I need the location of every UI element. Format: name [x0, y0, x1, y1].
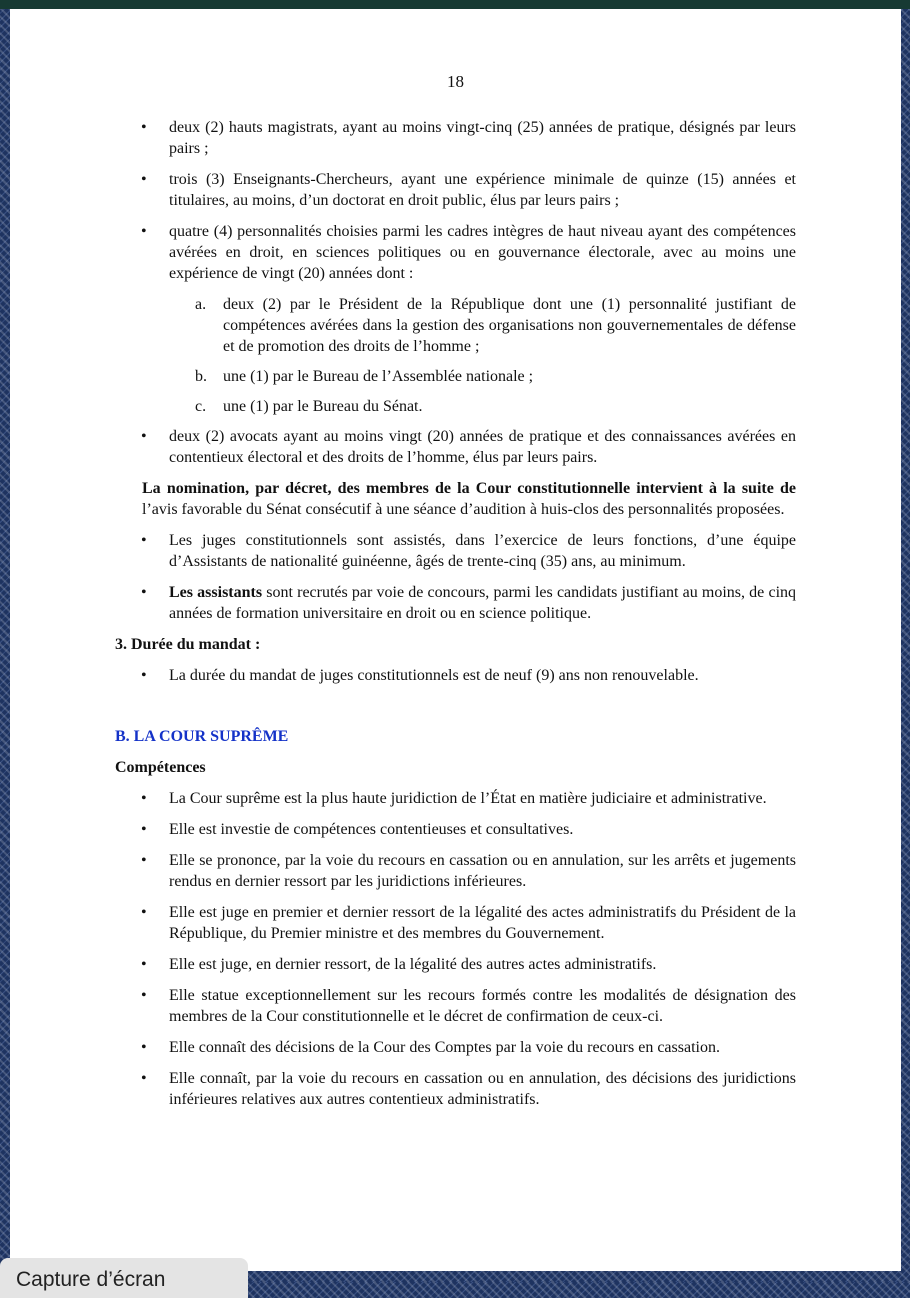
list-item-text: La durée du mandat de juges constitutionnels est de neuf (9) ans non renouvelable. [169, 667, 699, 684]
list-item [115, 426, 796, 468]
list-item-text: Elle est juge, en dernier ressort, de la légalité des autres actes administratifs. [169, 956, 657, 973]
bullet-icon: • [141, 171, 147, 188]
list-item [115, 1068, 796, 1110]
bullet-icon: • [141, 119, 147, 136]
list-item [115, 819, 796, 840]
list-item [115, 582, 796, 624]
document-page [10, 9, 901, 1271]
window-top-bar [0, 0, 910, 9]
assistants-bold-text: Les assistants [169, 584, 263, 601]
list-item-text: Elle connaît, par la voie du recours en cassation ou en annulation, des décisions des juridictions inférieures relatives aux autres contentieux administratifs. [169, 1070, 796, 1108]
list-item-text: Les juges constitutionnels sont assistés, dans l’exercice de leurs fonctions, d’une équipe d’Assistants de nationalité guinéenne, âgés de trente-cinq (35) ans, au minimum. [169, 532, 796, 570]
sub-list-text: une (1) par le Bureau de l’Assemblée nationale ; [223, 368, 534, 385]
sub-list-item [115, 396, 796, 417]
bullet-icon: • [141, 667, 147, 684]
bullet-icon: • [141, 904, 147, 921]
page-number: 18 [447, 72, 464, 91]
nomination-bold-text: La nomination, par décret, des membres de la Cour constitutionnelle intervient à la suite de [142, 480, 796, 497]
list-item-text: Elle est juge en premier et dernier ressort de la légalité des actes administratifs du Président de la République, du Premier ministre et des membres du Gouvernement. [169, 904, 796, 942]
list-item-text: Elle statue exceptionnellement sur les recours formés contre les modalités de désignation des membres de la Cour constitutionnelle et le décret de confirmation de ceux-ci. [169, 987, 796, 1025]
list-item-text: Elle se prononce, par la voie du recours en cassation ou en annulation, sur les arrêts et jugements rendus en dernier ressort par les juridictions inférieures. [169, 852, 796, 890]
list-item-text: Elle connaît des décisions de la Cour des Comptes par la voie du recours en cassation. [169, 1039, 720, 1056]
mandat-heading: 3. Durée du mandat : [115, 636, 261, 653]
sub-list-text: une (1) par le Bureau du Sénat. [223, 398, 423, 415]
section-title: B. LA COUR SUPRÊME [115, 728, 289, 745]
bullet-icon: • [141, 532, 147, 549]
bullet-icon: • [141, 1070, 147, 1087]
list-item [115, 985, 796, 1027]
bullet-icon: • [141, 956, 147, 973]
nomination-paragraph [115, 478, 796, 520]
list-item [115, 902, 796, 944]
assistants-text: sont recrutés par voie de concours, parmi les candidats justifiant au moins, de cinq années de formation universitaire en droit ou en science politique. [169, 584, 797, 622]
list-item-text: La Cour suprême est la plus haute juridiction de l’État en matière judiciaire et administrative. [169, 790, 767, 807]
sub-list-marker: c. [195, 398, 207, 415]
bullet-icon: • [141, 852, 147, 869]
list-item [115, 221, 796, 284]
list-item [115, 954, 796, 975]
bullet-icon: • [141, 1039, 147, 1056]
sub-list-text: deux (2) par le Président de la République dont une (1) personnalité justifiant de compétences avérées dans la gestion des organisations non gouvernementales de défense et de promotion des droits de l’homme ; [223, 296, 796, 355]
list-item [115, 169, 796, 211]
list-item [115, 117, 796, 159]
bullet-icon: • [141, 223, 147, 240]
page-content [115, 117, 796, 1120]
list-item [115, 530, 796, 572]
list-item-text: deux (2) hauts magistrats, ayant au moins vingt-cinq (25) années de pratique, désignés par leurs pairs ; [169, 119, 796, 157]
bullet-icon: • [141, 584, 147, 601]
sub-list-item [115, 294, 796, 357]
sub-list-item [115, 366, 796, 387]
nomination-text: l’avis favorable du Sénat consécutif à une séance d’audition à huis-clos des personnalités proposées. [142, 501, 785, 518]
list-item [115, 788, 796, 809]
list-item-text: Elle est investie de compétences contentieuses et consultatives. [169, 821, 574, 838]
list-item [115, 665, 796, 686]
sub-list-marker: b. [195, 368, 207, 385]
screenshot-caption[interactable]: Capture d’écran [0, 1258, 248, 1298]
competences-heading: Compétences [115, 759, 206, 776]
bullet-icon: • [141, 821, 147, 838]
bullet-icon: • [141, 790, 147, 807]
list-item-text: quatre (4) personnalités choisies parmi les cadres intègres de haut niveau ayant des compétences avérées en droit, en sciences politiques ou en gouvernance électorale, avec au moins une expérience de vingt (20) années dont : [169, 223, 796, 282]
list-item-text: deux (2) avocats ayant au moins vingt (20) années de pratique et des connaissances avérées en contentieux électoral et des droits de l’homme, élus par leurs pairs. [169, 428, 796, 466]
bullet-icon: • [141, 987, 147, 1004]
list-item-text: trois (3) Enseignants-Chercheurs, ayant une expérience minimale de quinze (15) années et titulaires, au moins, d’un doctorat en droit public, élus par leurs pairs ; [169, 171, 796, 209]
bullet-icon: • [141, 428, 147, 445]
list-item [115, 850, 796, 892]
list-item [115, 1037, 796, 1058]
sub-list-marker: a. [195, 296, 207, 313]
